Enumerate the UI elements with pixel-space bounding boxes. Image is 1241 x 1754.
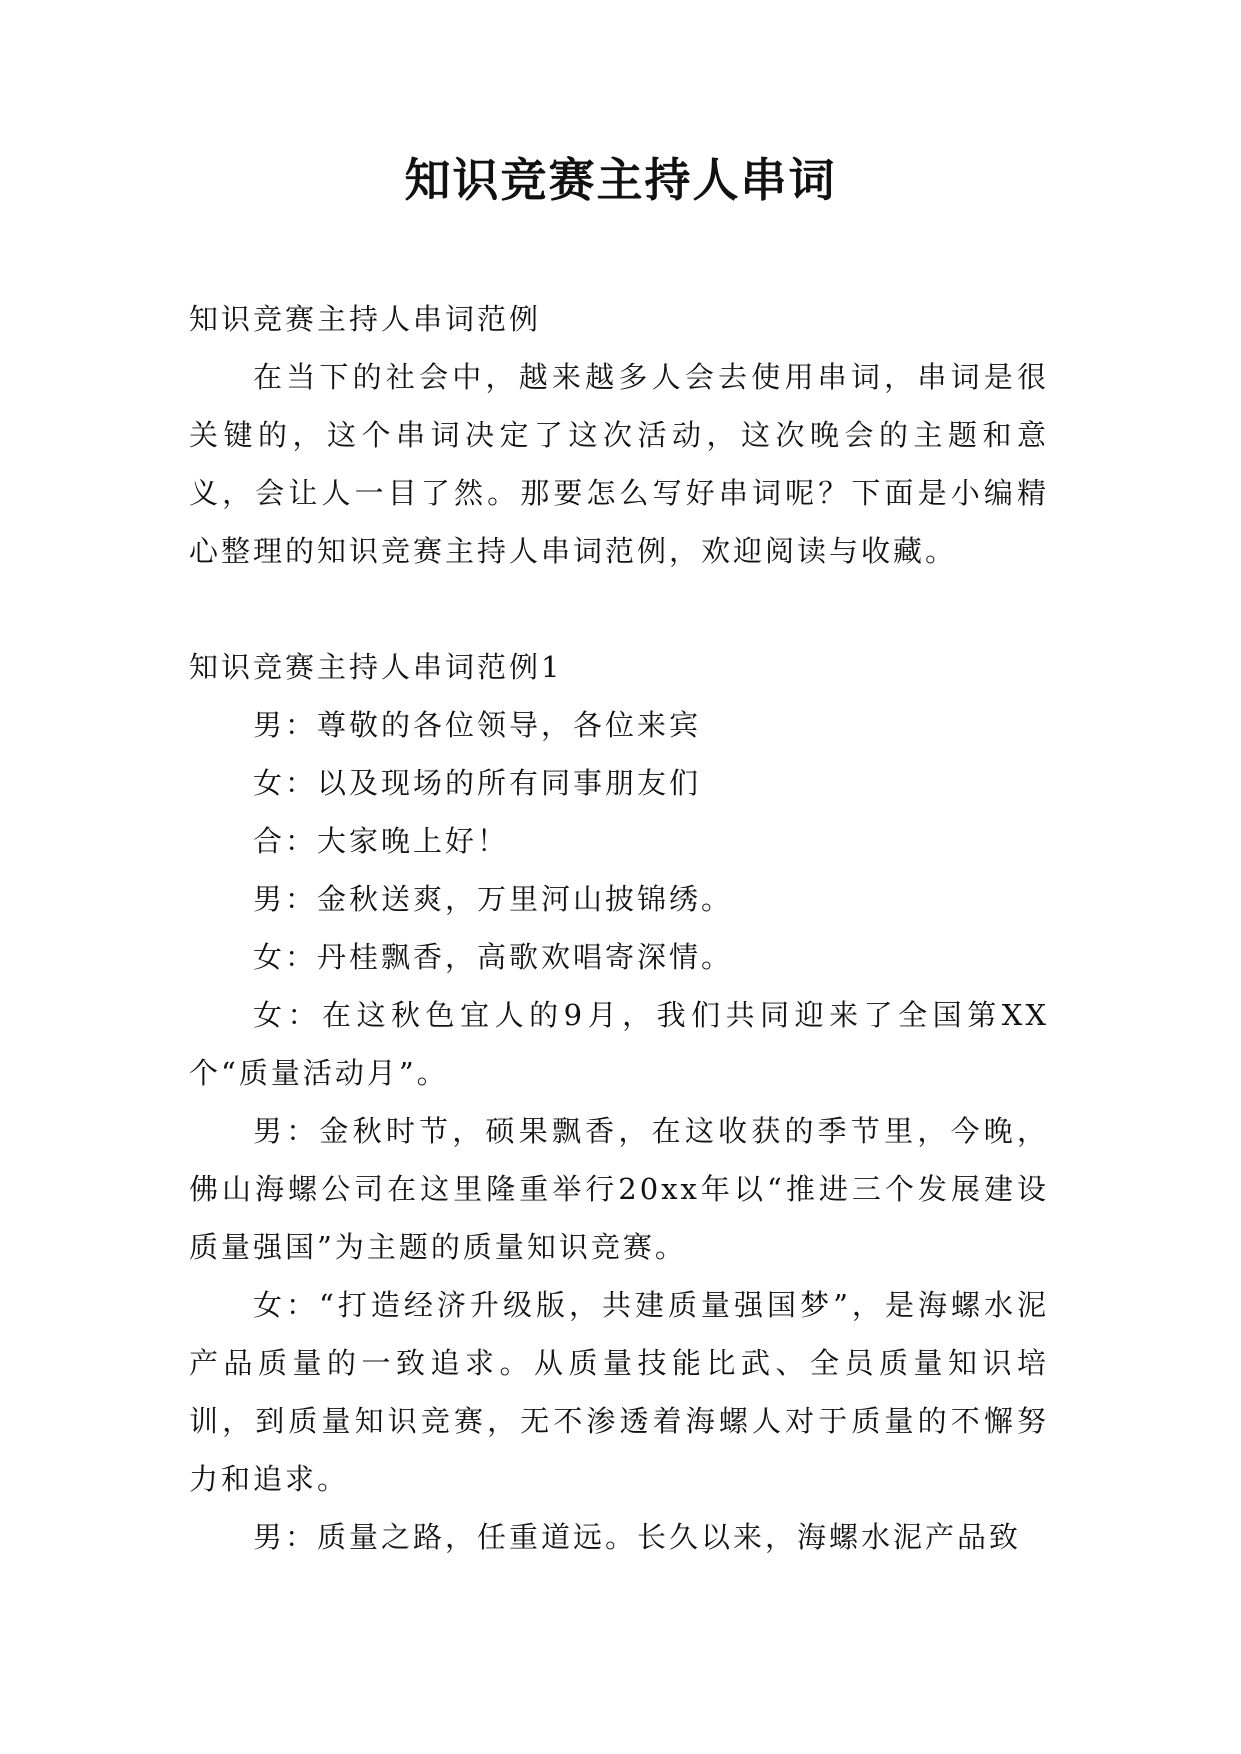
document-title: 知识竞赛主持人串词: [404, 153, 837, 207]
document-body: [189, 290, 1049, 1566]
paragraph-spacer: [189, 580, 1049, 638]
dialogue-line: 男：金秋时节，硕果飘香，在这收获的季节里，今晚，佛山海螺公司在这里隆重举行20xx年以“推进三个发展建设质量强国”为主题的质量知识竞赛。: [189, 1114, 1049, 1264]
dialogue-line: 女：在这秋色宜人的9月，我们共同迎来了全国第XX个“质量活动月”。: [189, 998, 1049, 1090]
dialogue-line: 男：质量之路，任重道远。长久以来，海螺水泥产品致: [253, 1520, 1022, 1554]
dialogue-line: 男：尊敬的各位领导，各位来宾: [253, 708, 702, 742]
dialogue-line: 女：丹桂飘香，高歌欢唱寄深情。: [253, 940, 734, 974]
section1-heading: 知识竞赛主持人串词范例1: [189, 650, 563, 684]
dialogue-line: 合：大家晚上好！: [253, 824, 510, 858]
section-heading: 知识竞赛主持人串词范例: [189, 302, 542, 336]
dialogue-line: 女：以及现场的所有同事朋友们: [253, 766, 702, 800]
dialogue-line: 男：金秋送爽，万里河山披锦绣。: [253, 882, 734, 916]
intro-paragraph: 在当下的社会中，越来越多人会去使用串词，串词是很关键的，这个串词决定了这次活动，这次晚会的主题和意义，会让人一目了然。那要怎么写好串词呢？下面是小编精心整理的知识竞赛主持人串词范例，欢迎阅读与收藏。: [189, 360, 1049, 568]
dialogue-line: 女：“打造经济升级版，共建质量强国梦”，是海螺水泥产品质量的一致追求。从质量技能比武、全员质量知识培训，到质量知识竞赛，无不渗透着海螺人对于质量的不懈努力和追求。: [189, 1288, 1049, 1496]
